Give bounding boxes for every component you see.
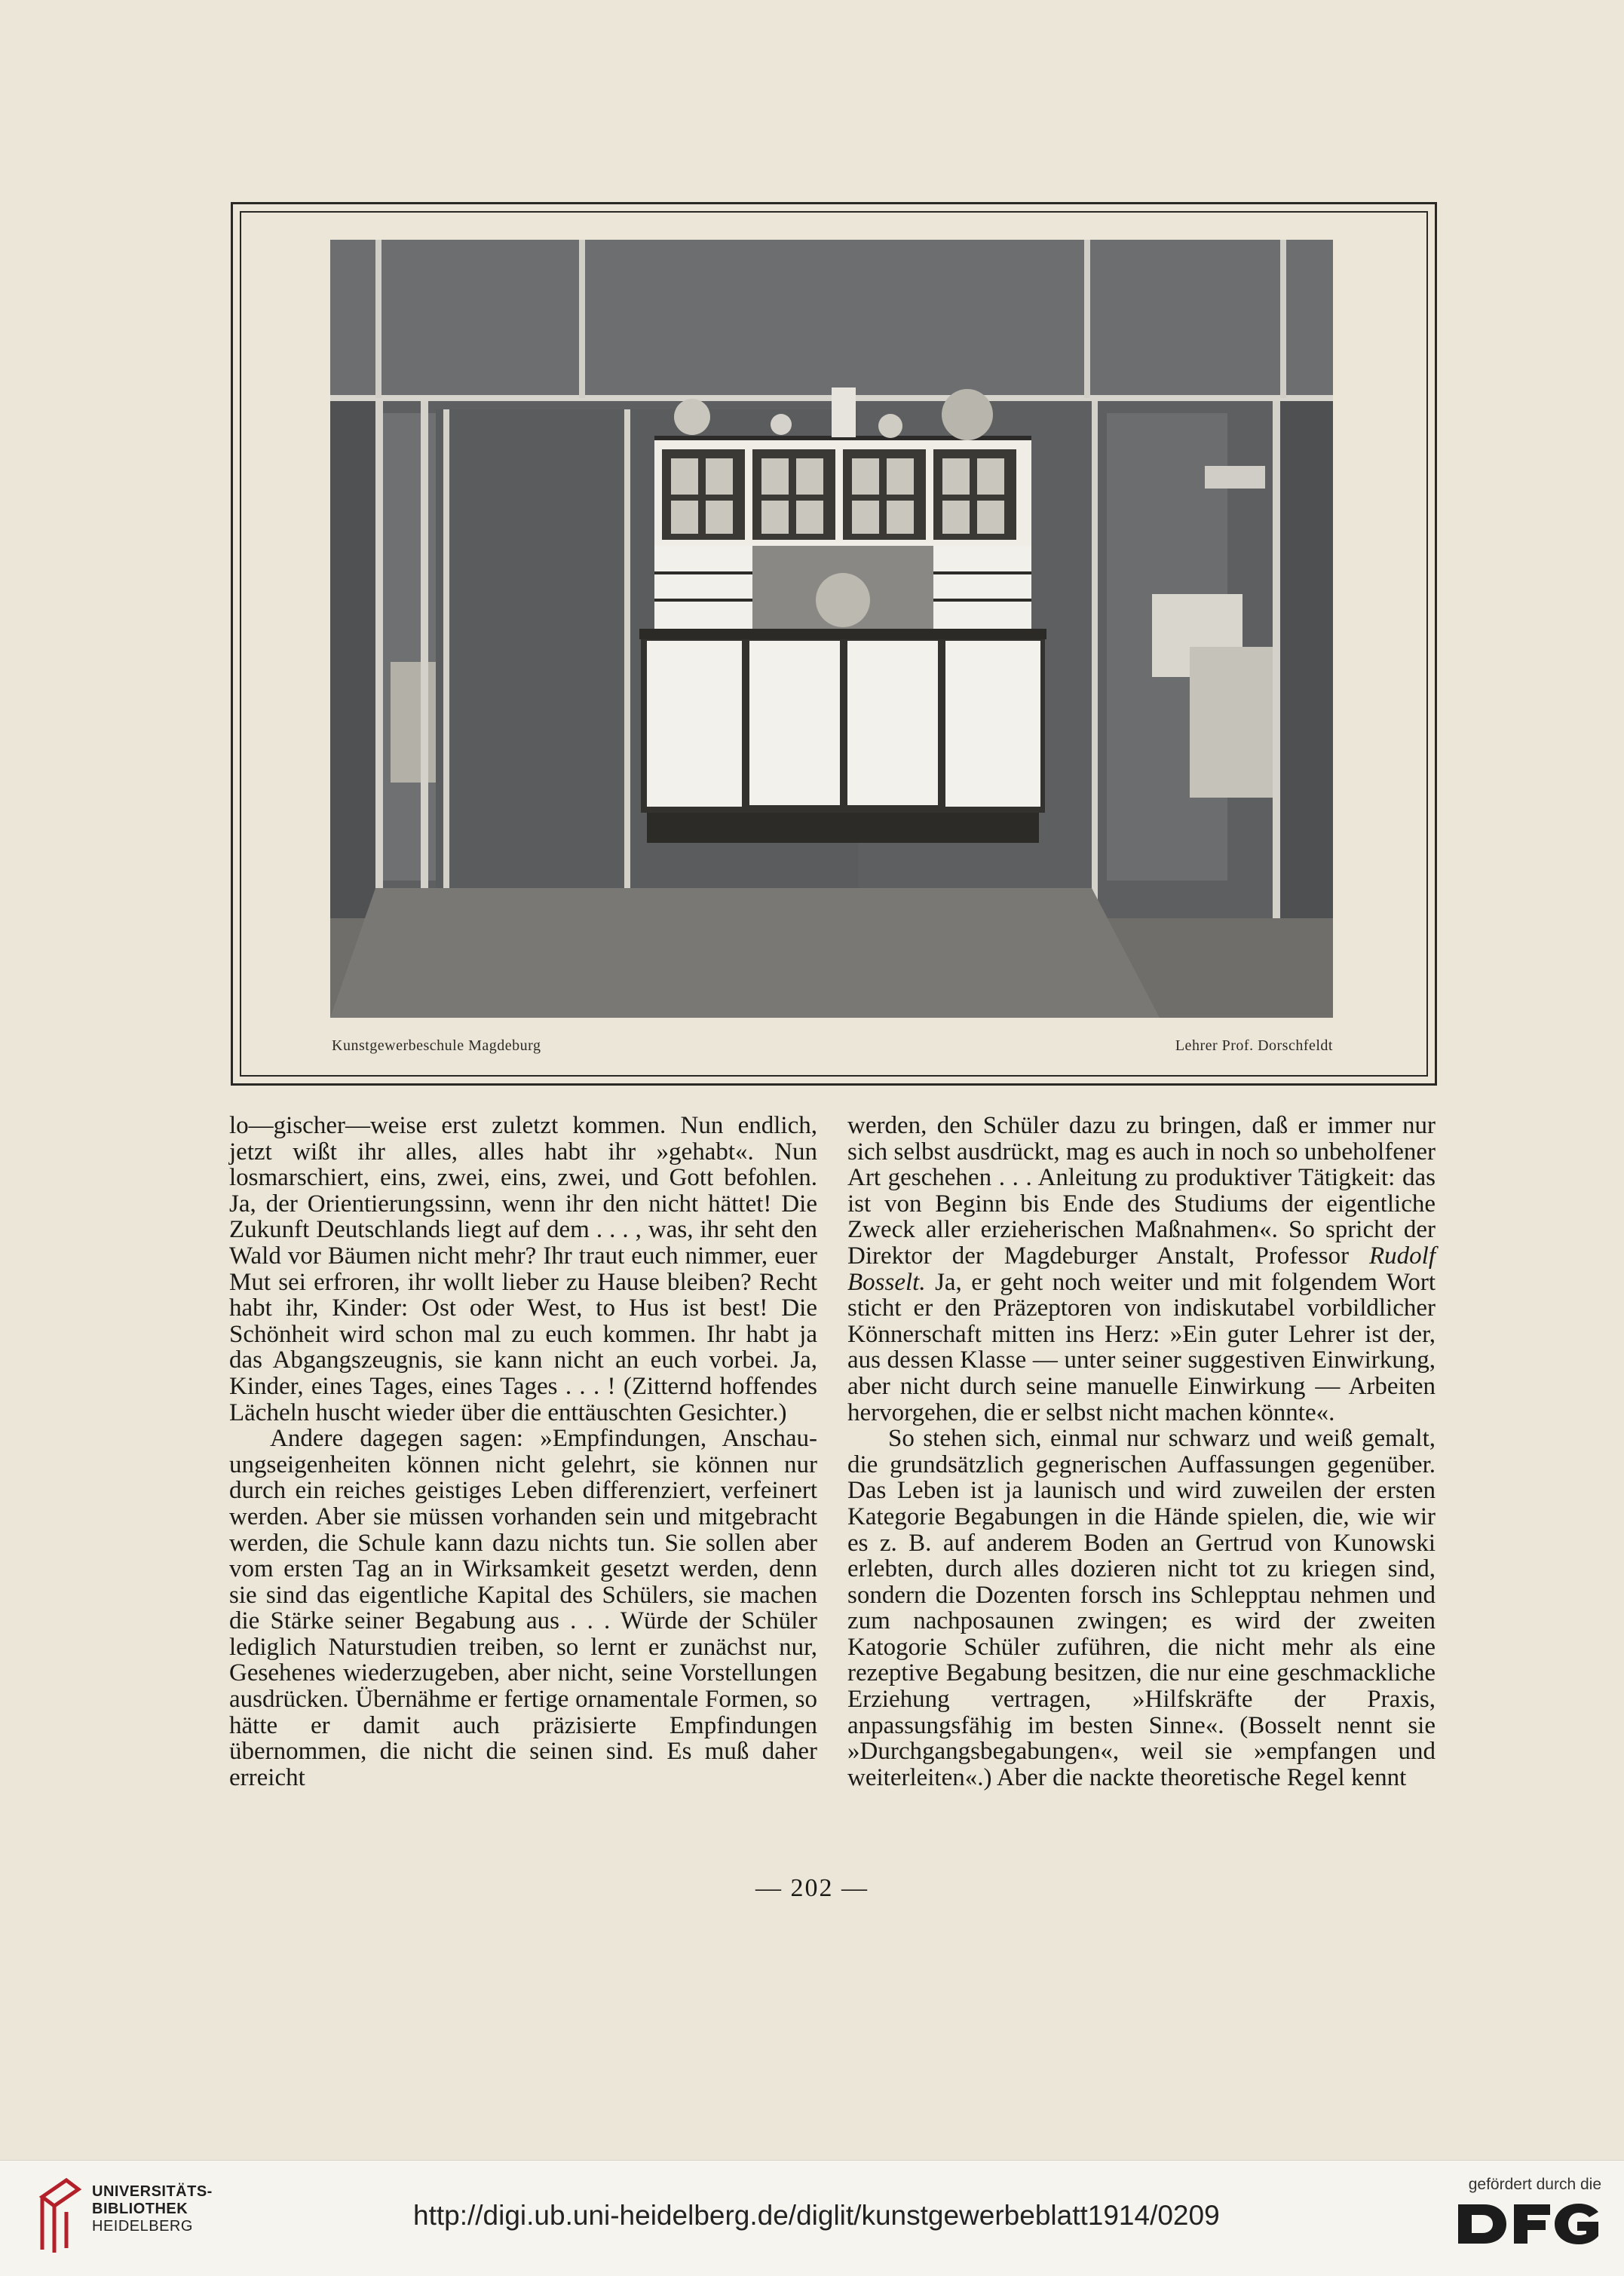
paragraph: lo—gischer—weise erst zuletzt kommen. Nun endlich, jetzt wißt ihr alles, alles habt ihr »gehabt«. Nun losmarschiert, eins, zwei, eins, zwei, und Gott befohlen. Ja, der Orientierungssinn, wenn ihr den nicht hättet! Die Zukunft Deutschlands liegt auf dem . . . , was, ihr seht den Wald vor Bäumen nicht mehr? Ihr traut euch nimmer, euer Mut sei erfroren, ihr wollt lieber zu Hause bleiben? Recht habt ihr, Kinder: Ost oder West, to Hus ist best! Die Schönheit wird schon mal zu euch kommen. Ihr habt ja das Abgangszeugnis, sie kann nicht an euch vorbei. Ja, Kinder, eines Tages, eines Tages . . . ! (Zitternd hoffendes Lächeln huscht wieder über die enttäuschten Gesichter.) (229, 1112, 817, 1426)
figure-caption-left: Kunstgewerbeschule Magdeburg (332, 1037, 541, 1054)
sponsor-block (1436, 2176, 1601, 2250)
paragraph: Andere dagegen sagen: »Empfindungen, Anschauungseigenheiten können nicht gelehrt, sie können nur durch ein reiches geistiges Leben differenziert, verfeinert werden. Aber sie müssen vorhanden sein und mitgebracht werden, die Schule kann dazu nichts tun. Sie sollen aber vom ersten Tag an in Wirksamkeit gesetzt werden, denn sie sind das eigentliche Kapital des Schülers, sie machen die Stärke seiner Begabung aus . . . Würde der Schüler lediglich Naturstudien treiben, so lernt er zunächst nur, Gesehenes wiederzugeben, aber nicht, seine Vorstellungen ausdrücken. Übernähme er fertige ornamentale Formen, so hätte er damit auch präzisierte Empfindungen übernommen, die nicht die seinen sind. Es muß daher erreicht (229, 1425, 817, 1791)
digitization-footer (0, 2160, 1624, 2276)
library-name-line: UNIVERSITÄTS- (92, 2183, 213, 2200)
person-name: Rudolf Bosselt. (847, 1242, 1436, 1296)
permalink-url[interactable]: http://digi.ub.uni-heidelberg.de/diglit/kunstgewerbeblatt1914/0209 (413, 2200, 1220, 2231)
figure-caption-right: Lehrer Prof. Dorschfeldt (1175, 1037, 1333, 1054)
library-name (92, 2183, 213, 2235)
paragraph (847, 1113, 1436, 1426)
funded-by-label: gefördert durch die (1468, 2176, 1601, 2193)
text-column-left (229, 1113, 817, 1790)
dfg-logo-icon (1436, 2201, 1601, 2250)
page-number: — 202 — (755, 1874, 869, 1902)
library-logo-icon (36, 2174, 84, 2261)
text-column-right (847, 1113, 1436, 1790)
library-name-line: BIBLIOTHEK (92, 2201, 188, 2217)
exhibition-photo (330, 240, 1333, 1018)
paragraph-text: werden, den Schüler dazu zu bringen, daß er immer nur sich selbst ausdrückt, mag es auch in noch so unbeholfener Art geschehen . . . Anleitung zu produktiver Tätigkeit: das ist von Beginn bis Ende des Studiums der eigentliche Zweck aller erzieherischen Maßnahmen«. So spricht der Direktor der Magdeburger Anstalt, Professor (847, 1112, 1436, 1270)
library-name-line: HEIDELBERG (92, 2218, 193, 2235)
paragraph-text: Ja, er geht noch weiter und mit folgendem Wort sticht er den Präzeptoren von indiskutabel vorbildlicher Könnerschaft mitten ins Herz: »Ein guter Lehrer ist der, aus dessen Klasse — unter seiner suggestiven Einwirkung, aber nicht durch seine manuelle Einwirkung — Arbeiten hervorgehen, die er selbst nicht machen könnte«. (847, 1268, 1436, 1426)
paragraph: So stehen sich, einmal nur schwarz und weiß gemalt, die grundsätzlich gegnerischen Auffassungen gegenüber. Das Leben ist ja launisch und wird zuweilen der ersten Kategorie Begabungen in die Hände spielen, die, wie wir es z. B. auf anderem Boden an Gertrud von Kunowski erlebten, durch alles dozieren nicht tot zu kriegen sind, sondern die Dozenten forsch ins Schlepptau nehmen und zum nachposaunen zwingen; es wird der zweiten Katogorie Schüler zuführen, die nicht mehr als eine rezeptive Begabung besitzen, die nur eine geschmackliche Erziehung vertragen, »Hilfskräfte der Praxis, anpassungsfähig im besten Sinne«. (Bosselt nennt sie »Durchgangsbegabungen«, weil sie »empfangen und weiterleiten«.) Aber die nackte theoretische Regel kennt (847, 1425, 1436, 1791)
